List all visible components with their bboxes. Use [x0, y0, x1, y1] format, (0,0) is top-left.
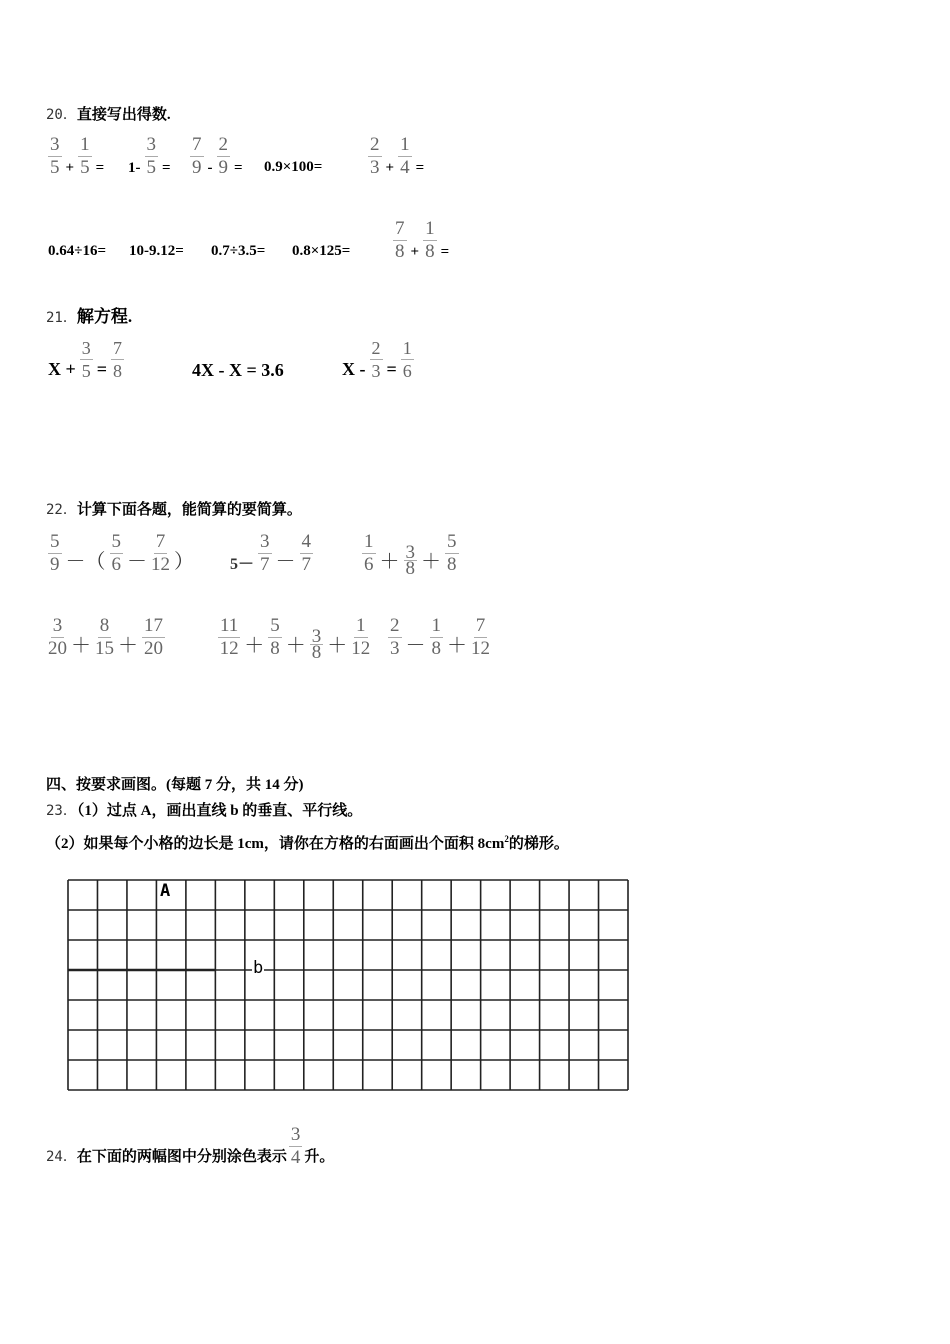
line-b-label: b: [253, 958, 264, 978]
q20-expr-7: 10-9.12=: [129, 243, 184, 259]
q23-part2: （2）如果每个小格的边长是 1cm，请你在方格的右面画出个面积 $8cm^2$的梯形。: [46, 834, 569, 852]
question-title: 解方程.: [76, 307, 133, 326]
question-title: 直接写出得数.: [76, 107, 171, 123]
q22-expr-3: 1 6 ＋ 3 8 ＋ 5 8: [364, 531, 457, 579]
q20-expr-6: 0.64÷16=: [48, 243, 107, 259]
q22-expr-1: 5 9 －（ 5 6 － 7 12 ）: [50, 531, 194, 575]
q20-expr-1: 3 5 + $\frac{1}{5}$ =: [50, 134, 105, 178]
q22-expr-4: 3 20 ＋ 8 15 ＋ 17 20: [48, 615, 163, 659]
q21-equation-3: X - $\frac{2}{3}$ = $\frac{1}{6}$: [342, 338, 412, 381]
q20-expr-2: 1- $\frac{3}{5}$ =: [128, 134, 171, 178]
question-number: 24．: [46, 1149, 77, 1165]
question-title: 计算下面各题，能简算的要简算。: [76, 502, 302, 518]
q21-equation-1: X + $\frac{3}{5}$ = $\frac{7}{8}$: [48, 338, 123, 381]
q20-expr-3: 7 9 - $\frac{2}{9}$ =: [192, 134, 243, 178]
point-a-label: A: [160, 881, 171, 901]
q22-expr-2: 5－ 3 7 － 4 7: [230, 531, 312, 575]
q20-expr-10: 7 8 + $\frac{1}{8}$ =: [395, 218, 450, 262]
q22-heading: [46, 498, 302, 519]
question-number: 22．: [46, 502, 77, 518]
q21-equation-2: 4X - X = 3.6: [192, 360, 284, 380]
q23-part1: [46, 799, 362, 820]
q22-expr-6: 2 3 － 1 8 ＋ 7 12: [390, 615, 490, 659]
q22-expr-5: 11 12 ＋ 5 8 ＋ 3 8 ＋ 1 12: [219, 615, 371, 663]
question-number: 20．: [46, 107, 77, 123]
square-grid[interactable]: [60, 870, 640, 1110]
question-number: 23．: [46, 803, 77, 819]
q24-text: 24． 在下面的两幅图中分别涂色表示 3 4 升。: [46, 1124, 335, 1168]
q20-expr-8: 0.7÷3.5=: [211, 243, 266, 259]
q20-expr-9: 0.8×125=: [292, 243, 351, 259]
q20-heading: [46, 103, 171, 124]
q20-expr-5: 2 3 + $\frac{1}{4}$ =: [370, 134, 425, 178]
section-4-heading: 四、按要求画图。(每题 7 分，共 14 分): [46, 777, 304, 793]
q20-expr-4: 0.9×100=: [264, 159, 323, 175]
question-text: （1）过点 A，画出直线 b 的垂直、平行线。: [76, 803, 363, 819]
question-number: 21．: [46, 310, 77, 326]
q21-heading: [46, 302, 132, 327]
